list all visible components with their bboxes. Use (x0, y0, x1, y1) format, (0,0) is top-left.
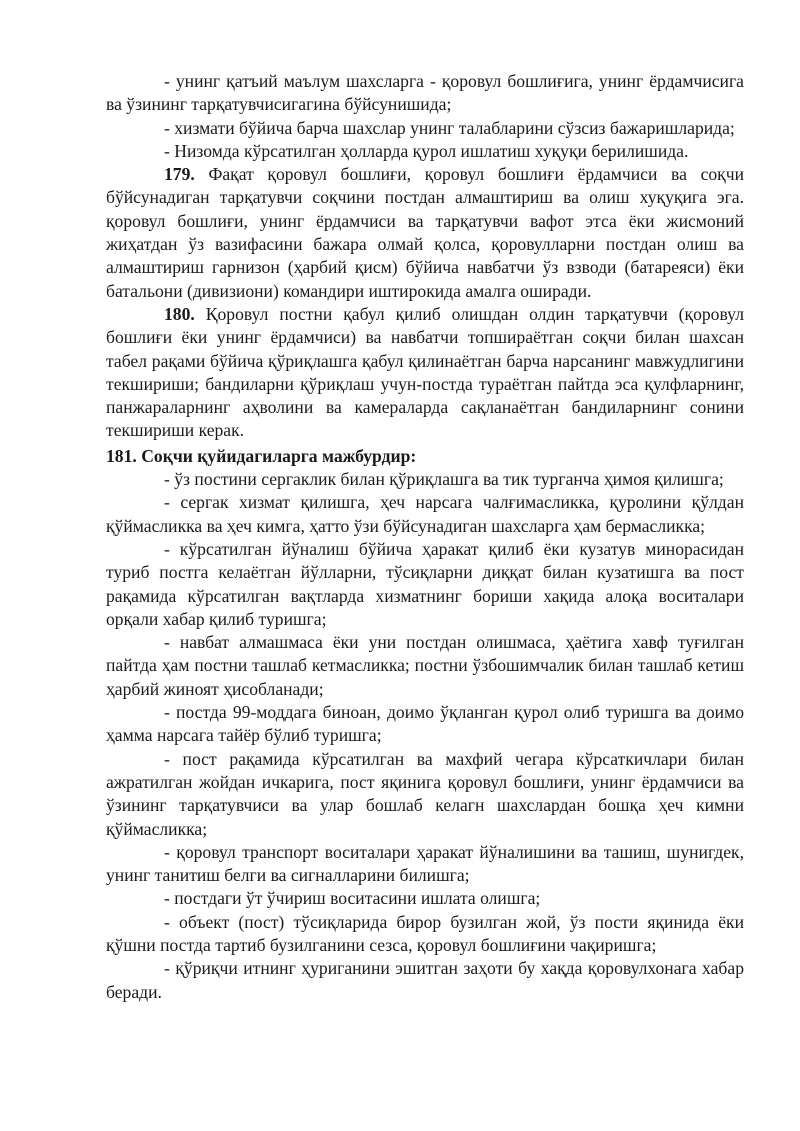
paragraph-179 (106, 163, 744, 303)
list-item: - қўриқчи итнинг ҳуриганини эшитган заҳоти бу хақда қоровулхонага хабар беради. (106, 958, 744, 1002)
list-item: - объект (пост) тўсиқларида бирор бузилган жой, ўз пости яқинида ёки қўшни постда тартиб бузилганини сезса, қоровул бошлиғини чақиришга; (106, 911, 744, 955)
article-text: Қоровул постни қабул қилиб олишдан олдин тарқатувчи (қоровул бошлиғи ёки унинг ёрдамчиси) ва навбатчи топшираётган соқчи билан шахсан табел рақами бўйича қўриқлашга қабул қилинаётган барча нарсанинг мавжудлигини текшириши; бандиларни қўриқлаш учун-постда тураётган пайтда эса қулфларнинг, панжараларнинг аҳволини ва камераларда сақланаётган бандиларнинг сонини текшириши керак. (106, 303, 744, 441)
document-page (106, 70, 744, 1004)
paragraph-weapon-right: - Низомда кўрсатилган ҳолларда қурол ишлатиш хуқуқи берилишида. (164, 140, 689, 161)
paragraph-subordination: - унинг қатъий маълум шахсларга - қоровул бошлиғига, унинг ёрдамчисига ва ўзининг тарқатувчисигагина бўйсунишида; (106, 71, 744, 115)
list-item: - постда 99-моддага биноан, доимо ўқланган қурол олиб туришга ва доимо ҳамма нарсага тайёр бўлиб туришга; (106, 702, 744, 746)
list-item: - қоровул транспорт воситалари ҳаракат йўналишини ва ташиш, шунигдек, унинг танитиш белги ва сигналларини билишга; (106, 841, 744, 886)
article-text: Фақат қоровул бошлиғи, қоровул бошлиғи ёрдамчиси ва соқчи бўйсунадиган тарқатувчи соқчини постдан алмаштириш ва олиш хуқуқига эга. қоровул бошлиғи, унинг ёрдамчиси ва тарқатувчи вафот этса ёки жисмоний жиҳатдан ўз вазифасини бажара олмай қолса, қоровулларни постдан олиш ва алмаштириш гарнизон (ҳарбий қисм) бўйича навбатчи ўз взводи (батареяси) ёки батальони (дивизиони) командири иштирокида амалга оширади. (106, 164, 744, 301)
list-item: - ўз постини сергаклик билан қўриқлашга ва тик турганча ҳимоя қилишга; (164, 469, 724, 490)
list-item: - сергак хизмат қилишга, ҳеч нарсага чалғимасликка, қуролини қўлдан қўймасликка ва ҳеч кимга, ҳатто ўзи бўйсунадиган шахсларга ҳам бермасликка; (106, 492, 744, 536)
list-item: - постдаги ўт ўчириш воситасини ишлата олишга; (164, 888, 541, 909)
list-item: - навбат алмашмаса ёки уни постдан олишмаса, ҳаётига хавф туғилган пайтда ҳам постни ташлаб кетмасликка; постни ўзбошимчалик билан ташлаб кетиш ҳарбий жиноят ҳисобланади; (106, 632, 744, 699)
list-item: - пост рақамида кўрсатилган ва махфий чегара кўрсаткичлари билан ажратилган жойдан ичкарига, пост яқинига қоровул бошлиғи, унинг ёрдамчиси ва ўзининг тарқатувчиси ва улар бошлаб келагн шахслардан бошқа ҳеч кимни қўймасликка; (106, 748, 744, 839)
list-item: - кўрсатилган йўналиш бўйича ҳаракат қилиб ёки кузатув минорасидан туриб постга келаётган йўлларни, тўсиқларни диққат билан кузатишга ва пост рақамида кўрсатилган вақтларда хизматнинг бориши хақида алоқа воситалари орқали хабар қилиб туришга; (106, 538, 744, 629)
section-heading-181: 181. Соқчи қуйидагиларга мажбурдир: (106, 445, 417, 466)
article-number: 179. (164, 164, 195, 185)
paragraph-180 (106, 303, 744, 443)
paragraph-obedience: - хизмати бўйича барча шахслар унинг талабларини сўзсиз бажаришларида; (164, 117, 735, 138)
article-number: 180. (164, 303, 195, 324)
